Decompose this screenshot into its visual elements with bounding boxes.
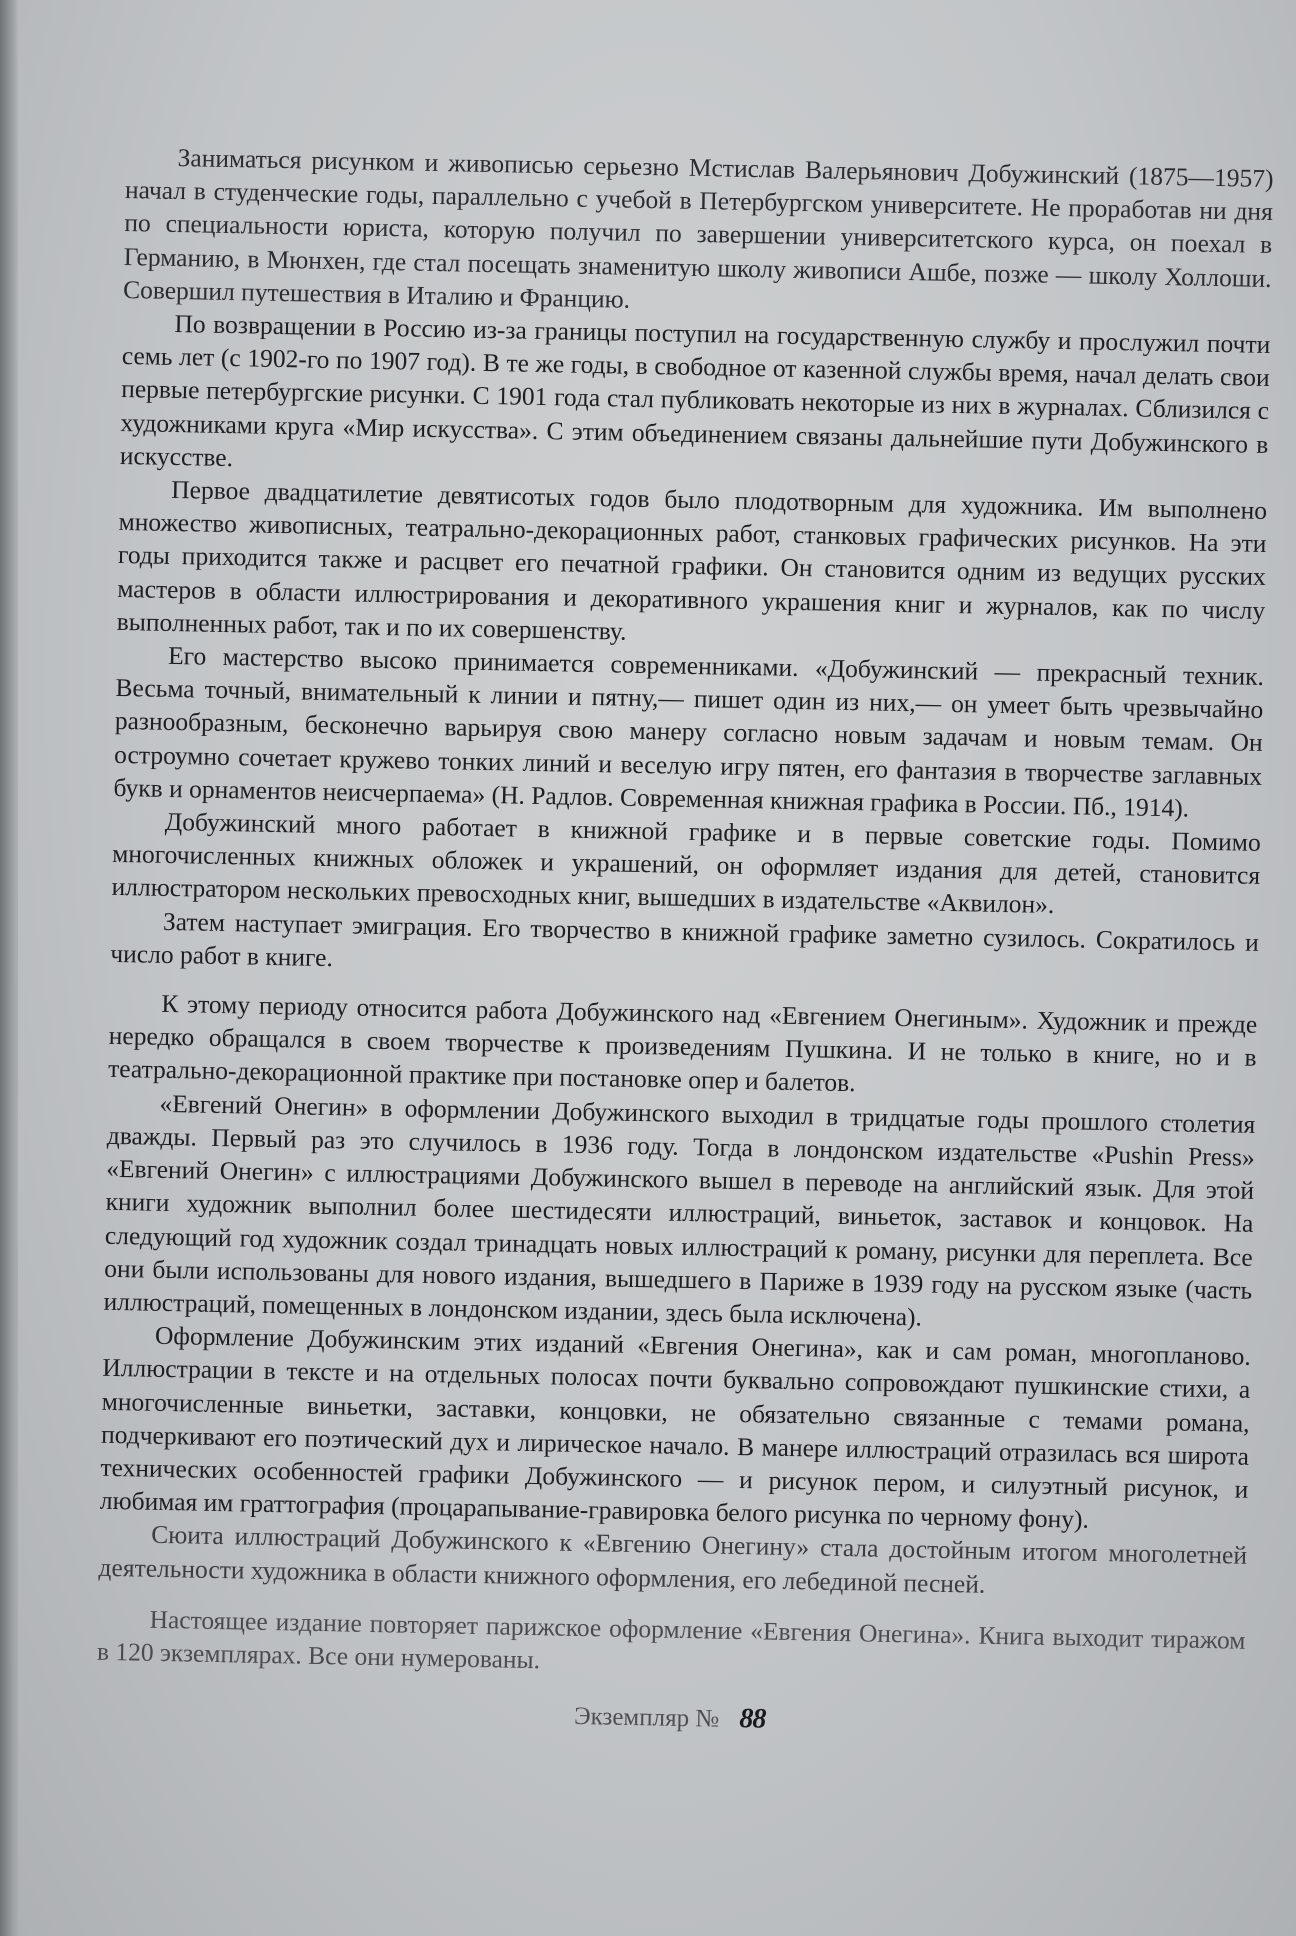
book-page bbox=[18, 0, 1296, 1936]
paragraph-4: Его мастерство высоко принимается современниками. «Добужинский — прекрасный техник. Весьма точный, внимательный к линии и пятну,— пишет один из них,— он умеет быть чрезвычайно разнообразным, бесконечно варьируя свою манеру согласно новым задачам и новым темам. Он остроумно сочетает кружево тонких линий и веселую игру пятен, его фантазия в творчестве заглавных букв и орнаментов неисчерпаема» (Н. Радлов. Современная книжная графика в России. Пб., 1914). bbox=[113, 640, 1265, 823]
paragraph-10: Сюита иллюстраций Добужинского к «Евгению Онегину» стала достойным итогом многолетней деятельности художника в области книжного оформления, его лебединой песней. bbox=[98, 1520, 1248, 1599]
copy-number-stamp: 88 bbox=[739, 1703, 766, 1735]
paragraph-2: По возвращении в Россию из-за границы поступил на государственную службу и прослужил почти семь лет (с 1902-го по 1907 год). В те же годы, в свободное от казенной службы время, начал делать свои первые петербургские рисунки. С 1901 года стал публиковать некоторые из них в журналах. Сблизился с художниками круга «Мир искусства». С этим объединением связаны дальнейшие пути Добужинского в искусстве. bbox=[119, 308, 1271, 472]
text-block bbox=[96, 140, 1274, 1746]
paragraph-9: Оформление Добужинским этих изданий «Евгения Онегина», как и сам роман, многопланово. Иллюстрации в тексте и на отдельных полосах почти буквально сопровождают пушкинские стихи, а многочисленные виньетки, заставки, концовки, не обязательно связанные с темами романа, подчеркивают его поэтический дух и лирическое начало. В манере иллюстраций отразилась вся широта технических особенностей графики Добужинского — и рисунок пером, и силуэтный рисунок, и любимая им граттография (процарапывание-гравировка белого рисунка по черному фону). bbox=[99, 1320, 1252, 1534]
paragraph-7: К этому периоду относится работа Добужинского над «Евгением Онегиным». Художник и прежде нередко обращался в своем творчестве к произведениям Пушкина. И не только в книге, но и в театрально-декорационной практике при постановке опер и балетов. bbox=[107, 988, 1258, 1098]
paragraph-1: Заниматься рисунком и живописью серьезно Мстислав Валерьянович Добужинский (1875—1957) начал в студенческие годы, параллельно с учебой в Петербургском университете. Не проработав ни дня по специальности юриста, которую получил по завершении университетского курса, он поехал в Германию, в Мюнхен, где стал посещать знаменитую школу живописи Ашбе, позже — школу Холлоши. Совершил путешествия в Италию и Францию. bbox=[122, 142, 1274, 314]
copy-number-line bbox=[96, 1690, 1244, 1746]
paragraph-6: Затем наступает эмиграция. Его творчество в книжной графике заметно сузилось. Сократилось и число работ в книге. bbox=[110, 906, 1260, 972]
paragraph-5: Добужинский много работает в книжной графике и в первые советские годы. Помимо многочисленных книжных обложек и украшений, он оформляет издания для детей, становится иллюстратором нескольких превосходных книг, вышедших в издательстве «Аквилон». bbox=[111, 806, 1262, 920]
edition-note: Настоящее издание повторяет парижское оформление «Евгения Онегина». Книга выходит тиражом в 120 экземплярах. Все они нумерованы. bbox=[96, 1604, 1246, 1675]
paragraph-3: Первое двадцатилетие девятисотых годов было плодотворным для художника. Им выполнено множество живописных, театрально-декорационных работ, станковых графических рисунков. На эти годы приходится также и расцвет его печатной графики. Он становится одним из ведущих русских мастеров в области иллюстрирования и декоративного украшения книг и журналов, как по числу выполненных работ, так и по их совершенству. bbox=[116, 474, 1268, 646]
paragraph-8: «Евгений Онегин» в оформлении Добужинского выходил в тридцатые годы прошлого столетия дважды. Первый раз это случилось в 1936 году. Тогда в лондонском издательстве «Pushin Press» «Евгений Онегин» с иллюстрациями Добужинского вышел в переводе на английский язык. Для этой книги художник выполнил более шестидесяти иллюстраций, виньеток, заставок и концовок. На следующий год художник создал тринадцать новых иллюстраций к роману, рисунки для переплета. Все они были использованы для нового издания, вышедшего в Париже в 1939 году на русском языке (часть иллюстраций, помещенных в лондонском издании, здесь была исключена). bbox=[103, 1088, 1256, 1332]
copy-label: Экземпляр № bbox=[573, 1703, 720, 1733]
